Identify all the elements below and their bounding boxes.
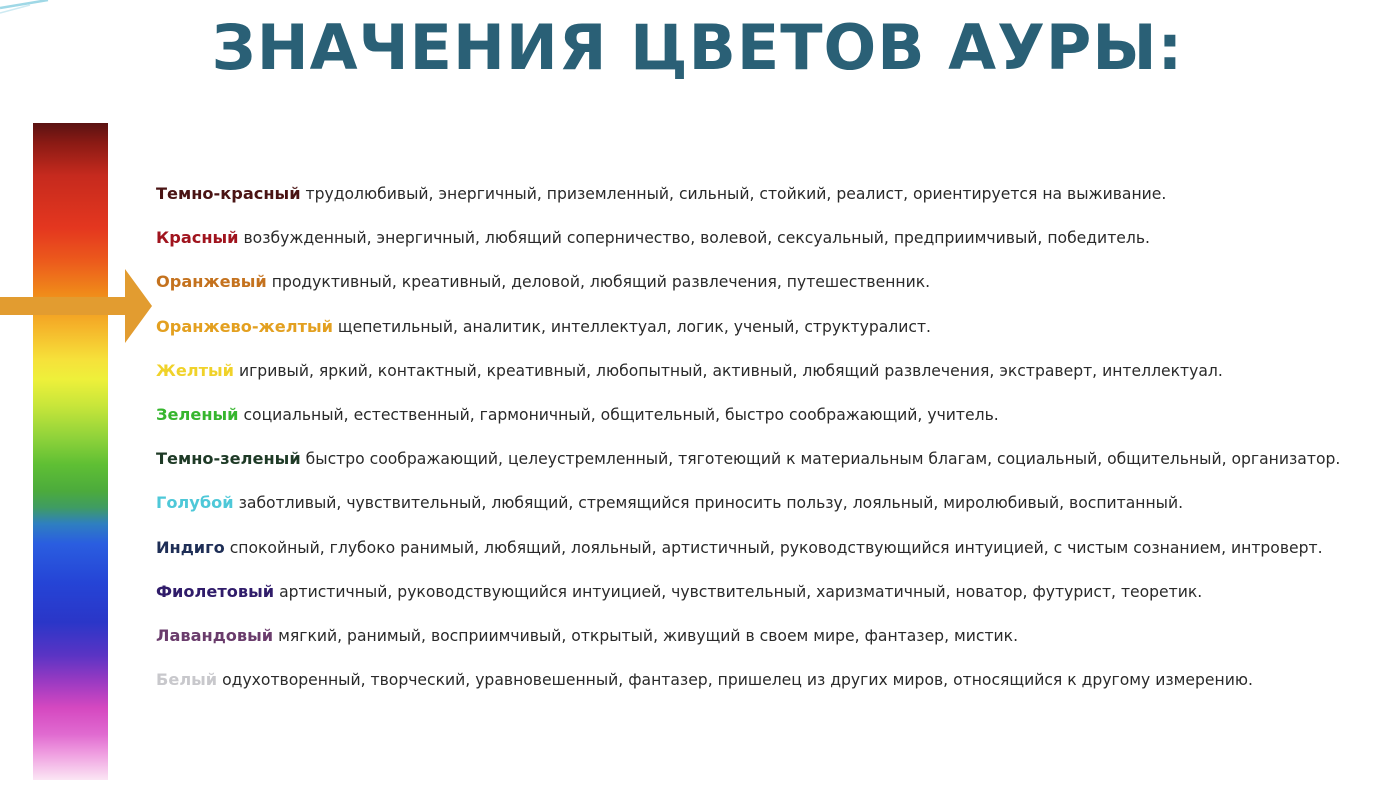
color-name: Темно-зеленый [156, 449, 301, 469]
color-description: быстро соображающий, целеустремленный, тяготеющий к материальным благам, социальный, общительный, организатор. [305, 450, 1341, 469]
color-description: игривый, яркий, контактный, креативный, любопытный, активный, любящий развлечения, экстраверт, интеллектуал. [238, 361, 1223, 380]
color-description: щепетильный, аналитик, интеллектуал, логик, ученый, структуралист. [337, 317, 932, 336]
color-name: Индиго [156, 537, 225, 557]
list-item [156, 532, 1395, 576]
color-description: артистичный, руководствующийся интуицией, чувствительный, харизматичный, новатор, футурист, теоретик. [279, 582, 1203, 601]
list-item [156, 399, 1395, 443]
color-name: Лавандовый [156, 625, 274, 645]
color-description: возбужденный, энергичный, любящий соперничество, волевой, сексуальный, предприимчивый, победитель. [243, 229, 1150, 248]
color-description: продуктивный, креативный, деловой, любящий развлечения, путешественник. [271, 273, 931, 292]
pointer-arrow-icon [0, 265, 155, 347]
color-description: мягкий, ранимый, восприимчивый, открытый, живущий в своем мире, фантазер, мистик. [278, 626, 1019, 645]
list-item [156, 311, 1395, 355]
color-name: Фиолетовый [156, 581, 275, 601]
color-description: спокойный, глубоко ранимый, любящий, лояльный, артистичный, руководствующийся интуицией, с чистым сознанием, интроверт. [229, 538, 1323, 557]
list-item [156, 355, 1395, 399]
list-item [156, 178, 1395, 222]
color-name: Красный [156, 228, 239, 248]
color-name: Желтый [156, 360, 235, 380]
color-name: Темно-красный [156, 184, 301, 203]
color-description: социальный, естественный, гармоничный, общительный, быстро соображающий, учитель. [243, 405, 999, 424]
list-item [156, 664, 1395, 708]
list-item [156, 576, 1395, 620]
color-description: одухотворенный, творческий, уравновешенный, фантазер, пришелец из других миров, относящийся к другому измерению. [222, 671, 1253, 690]
color-name: Зеленый [156, 404, 239, 424]
list-item [156, 487, 1395, 531]
color-name: Голубой [156, 493, 234, 513]
page-title: ЗНАЧЕНИЯ ЦВЕТОВ АУРЫ: [211, 11, 1184, 84]
aura-color-list [156, 178, 1395, 708]
color-description: заботливый, чувствительный, любящий, стремящийся приносить пользу, лояльный, миролюбивый, воспитанный. [238, 494, 1184, 513]
aura-spectrum-bar [33, 123, 108, 780]
list-item [156, 443, 1395, 487]
color-name: Белый [156, 670, 218, 690]
list-item [156, 222, 1395, 266]
color-name: Оранжево-желтый [156, 316, 333, 336]
color-description: трудолюбивый, энергичный, приземленный, сильный, стойкий, реалист, ориентируется на выживание. [305, 185, 1167, 203]
color-name: Оранжевый [156, 272, 267, 292]
list-item [156, 266, 1395, 310]
list-item [156, 620, 1395, 664]
